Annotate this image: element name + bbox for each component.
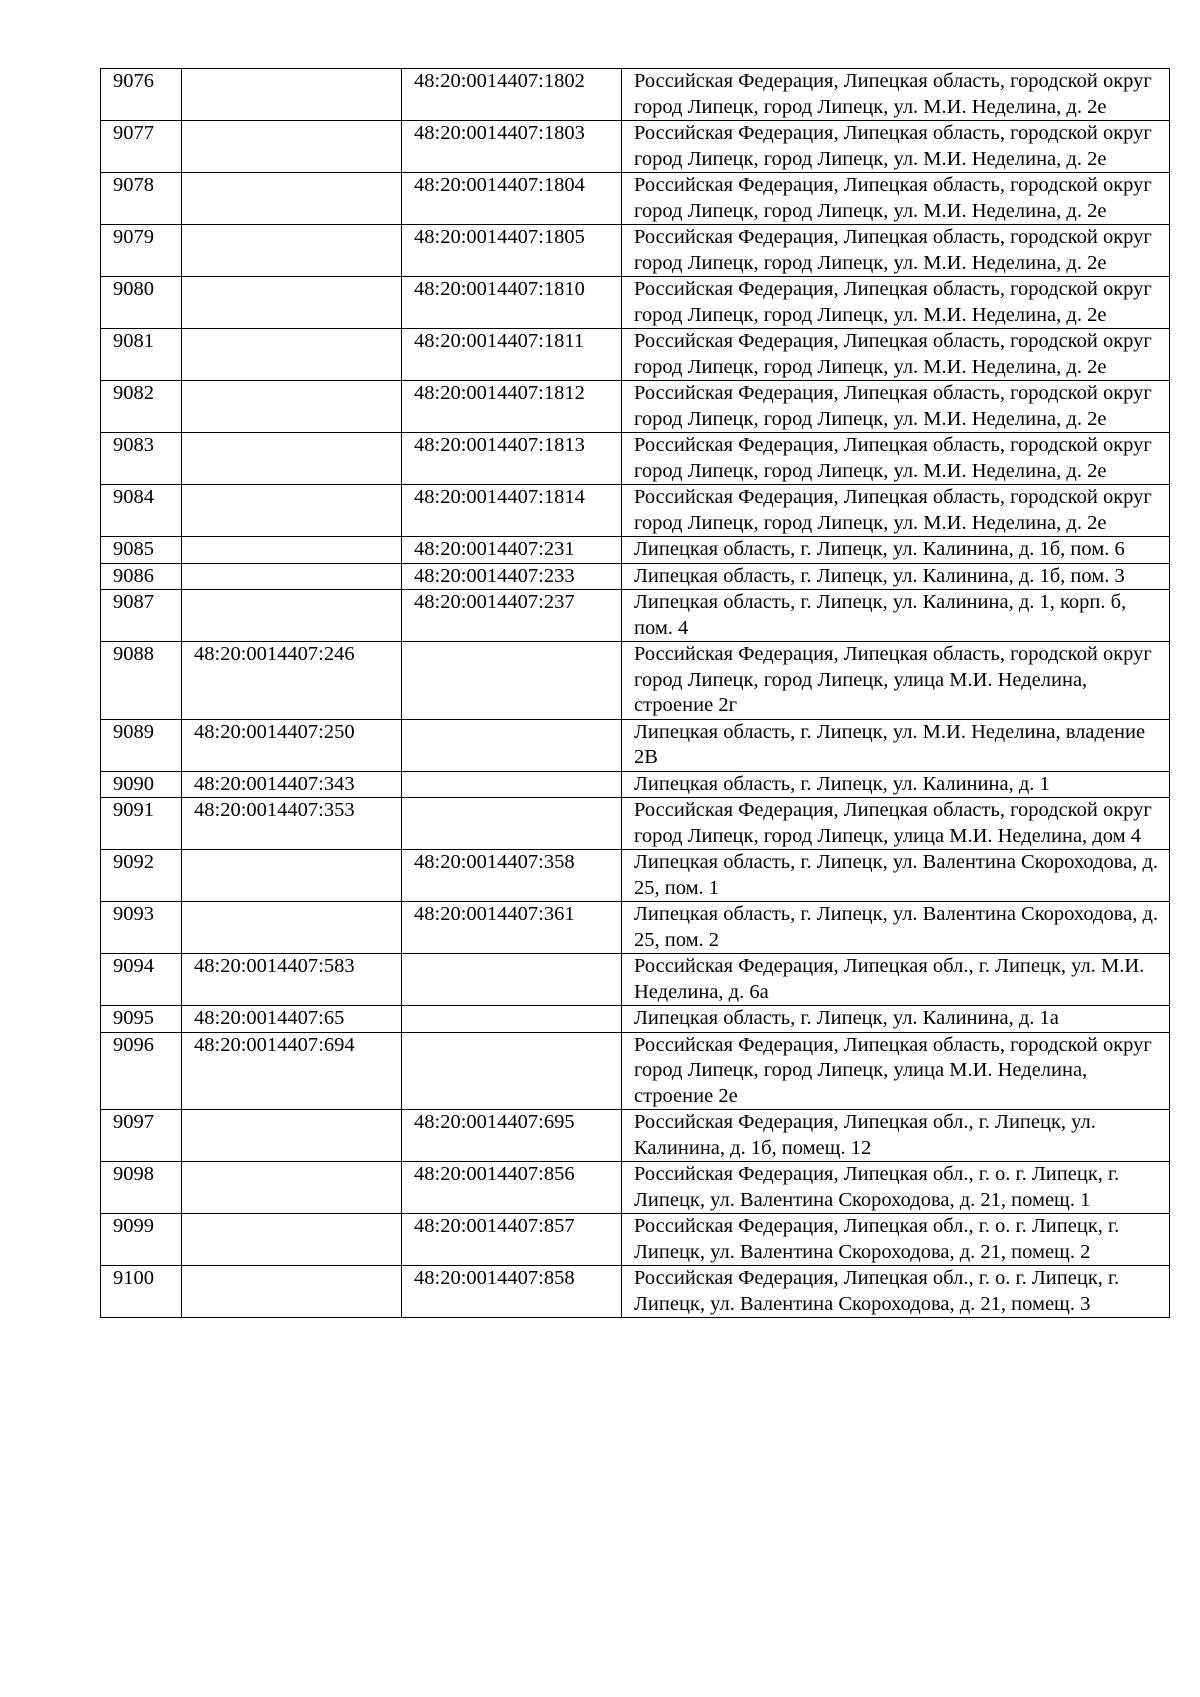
table-row	[101, 642, 1170, 720]
land-cadastral-number-cell	[182, 537, 402, 564]
table-row	[101, 121, 1170, 173]
object-cadastral-number-cell: 48:20:0014407:1802	[402, 69, 622, 121]
row-number-cell: 9095	[101, 1006, 182, 1033]
land-cadastral-number-cell	[182, 69, 402, 121]
address-cell: Российская Федерация, Липецкая область, городской округ город Липецк, город Липецк, ул. М.И. Неделина, д. 2е	[622, 277, 1170, 329]
table-row	[101, 1006, 1170, 1033]
object-cadastral-number-cell: 48:20:0014407:361	[402, 902, 622, 954]
address-cell: Липецкая область, г. Липецк, ул. Калинина, д. 1, корп. б, пом. 4	[622, 590, 1170, 642]
address-cell: Российская Федерация, Липецкая область, городской округ город Липецк, город Липецк, ул. М.И. Неделина, д. 2е	[622, 225, 1170, 277]
table-row	[101, 329, 1170, 381]
land-cadastral-number-cell	[182, 850, 402, 902]
object-cadastral-number-cell	[402, 771, 622, 798]
row-number-cell: 9096	[101, 1032, 182, 1110]
row-number-cell: 9087	[101, 590, 182, 642]
land-cadastral-number-cell	[182, 173, 402, 225]
land-cadastral-number-cell: 48:20:0014407:250	[182, 719, 402, 771]
land-cadastral-number-cell: 48:20:0014407:246	[182, 642, 402, 720]
row-number-cell: 9078	[101, 173, 182, 225]
address-cell: Российская Федерация, Липецкая область, городской округ город Липецк, город Липецк, ул. М.И. Неделина, д. 2е	[622, 381, 1170, 433]
object-cadastral-number-cell: 48:20:0014407:1812	[402, 381, 622, 433]
object-cadastral-number-cell	[402, 642, 622, 720]
object-cadastral-number-cell: 48:20:0014407:858	[402, 1266, 622, 1318]
row-number-cell: 9076	[101, 69, 182, 121]
land-cadastral-number-cell	[182, 381, 402, 433]
object-cadastral-number-cell: 48:20:0014407:1805	[402, 225, 622, 277]
land-cadastral-number-cell	[182, 433, 402, 485]
table-row	[101, 225, 1170, 277]
address-cell: Липецкая область, г. Липецк, ул. Калинина, д. 1	[622, 771, 1170, 798]
object-cadastral-number-cell: 48:20:0014407:1804	[402, 173, 622, 225]
row-number-cell: 9093	[101, 902, 182, 954]
table-row	[101, 590, 1170, 642]
table-row	[101, 1110, 1170, 1162]
land-cadastral-number-cell	[182, 121, 402, 173]
land-cadastral-number-cell: 48:20:0014407:343	[182, 771, 402, 798]
row-number-cell: 9094	[101, 954, 182, 1006]
table-row	[101, 433, 1170, 485]
address-cell: Российская Федерация, Липецкая обл., г. о. г. Липецк, г. Липецк, ул. Валентина Скороходова, д. 21, помещ. 2	[622, 1214, 1170, 1266]
address-cell: Липецкая область, г. Липецк, ул. Калинина, д. 1б, пом. 3	[622, 563, 1170, 590]
land-cadastral-number-cell	[182, 590, 402, 642]
table-row	[101, 771, 1170, 798]
row-number-cell: 9082	[101, 381, 182, 433]
table-row	[101, 1214, 1170, 1266]
row-number-cell: 9088	[101, 642, 182, 720]
object-cadastral-number-cell	[402, 798, 622, 850]
land-cadastral-number-cell	[182, 225, 402, 277]
land-cadastral-number-cell	[182, 1266, 402, 1318]
table-row	[101, 850, 1170, 902]
table-row	[101, 719, 1170, 771]
object-cadastral-number-cell	[402, 954, 622, 1006]
row-number-cell: 9089	[101, 719, 182, 771]
row-number-cell: 9092	[101, 850, 182, 902]
object-cadastral-number-cell: 48:20:0014407:1803	[402, 121, 622, 173]
table-row	[101, 902, 1170, 954]
object-cadastral-number-cell: 48:20:0014407:1810	[402, 277, 622, 329]
table-row	[101, 563, 1170, 590]
address-cell: Липецкая область, г. Липецк, ул. Валентина Скороходова, д. 25, пом. 1	[622, 850, 1170, 902]
object-cadastral-number-cell	[402, 1032, 622, 1110]
address-cell: Российская Федерация, Липецкая область, городской округ город Липецк, город Липецк, улица М.И. Неделина, дом 4	[622, 798, 1170, 850]
land-cadastral-number-cell	[182, 329, 402, 381]
object-cadastral-number-cell: 48:20:0014407:1811	[402, 329, 622, 381]
table-row	[101, 1266, 1170, 1318]
row-number-cell: 9083	[101, 433, 182, 485]
land-cadastral-number-cell	[182, 485, 402, 537]
row-number-cell: 9091	[101, 798, 182, 850]
land-cadastral-number-cell: 48:20:0014407:583	[182, 954, 402, 1006]
object-cadastral-number-cell: 48:20:0014407:695	[402, 1110, 622, 1162]
row-number-cell: 9077	[101, 121, 182, 173]
land-cadastral-number-cell	[182, 1110, 402, 1162]
land-cadastral-number-cell: 48:20:0014407:353	[182, 798, 402, 850]
land-cadastral-number-cell: 48:20:0014407:694	[182, 1032, 402, 1110]
table-row	[101, 954, 1170, 1006]
object-cadastral-number-cell: 48:20:0014407:358	[402, 850, 622, 902]
land-cadastral-number-cell: 48:20:0014407:65	[182, 1006, 402, 1033]
row-number-cell: 9081	[101, 329, 182, 381]
table-row	[101, 381, 1170, 433]
row-number-cell: 9090	[101, 771, 182, 798]
row-number-cell: 9080	[101, 277, 182, 329]
row-number-cell: 9097	[101, 1110, 182, 1162]
land-cadastral-number-cell	[182, 1162, 402, 1214]
registry-table	[100, 68, 1170, 1318]
object-cadastral-number-cell: 48:20:0014407:231	[402, 537, 622, 564]
row-number-cell: 9086	[101, 563, 182, 590]
address-cell: Российская Федерация, Липецкая обл., г. Липецк, ул. М.И. Неделина, д. 6а	[622, 954, 1170, 1006]
registry-table-body	[101, 69, 1170, 1318]
address-cell: Российская Федерация, Липецкая область, городской округ город Липецк, город Липецк, ул. М.И. Неделина, д. 2е	[622, 121, 1170, 173]
address-cell: Российская Федерация, Липецкая область, городской округ город Липецк, город Липецк, улица М.И. Неделина, строение 2г	[622, 642, 1170, 720]
address-cell: Российская Федерация, Липецкая область, городской округ город Липецк, город Липецк, ул. М.И. Неделина, д. 2е	[622, 485, 1170, 537]
object-cadastral-number-cell	[402, 1006, 622, 1033]
address-cell: Липецкая область, г. Липецк, ул. Калинина, д. 1б, пом. 6	[622, 537, 1170, 564]
object-cadastral-number-cell: 48:20:0014407:856	[402, 1162, 622, 1214]
table-row	[101, 1032, 1170, 1110]
row-number-cell: 9098	[101, 1162, 182, 1214]
row-number-cell: 9084	[101, 485, 182, 537]
table-row	[101, 798, 1170, 850]
address-cell: Российская Федерация, Липецкая обл., г. о. г. Липецк, г. Липецк, ул. Валентина Скороходова, д. 21, помещ. 1	[622, 1162, 1170, 1214]
land-cadastral-number-cell	[182, 902, 402, 954]
row-number-cell: 9100	[101, 1266, 182, 1318]
address-cell: Российская Федерация, Липецкая обл., г. Липецк, ул. Калинина, д. 1б, помещ. 12	[622, 1110, 1170, 1162]
address-cell: Липецкая область, г. Липецк, ул. М.И. Неделина, владение 2В	[622, 719, 1170, 771]
object-cadastral-number-cell: 48:20:0014407:857	[402, 1214, 622, 1266]
object-cadastral-number-cell: 48:20:0014407:1813	[402, 433, 622, 485]
land-cadastral-number-cell	[182, 277, 402, 329]
table-row	[101, 1162, 1170, 1214]
land-cadastral-number-cell	[182, 563, 402, 590]
table-row	[101, 173, 1170, 225]
row-number-cell: 9085	[101, 537, 182, 564]
row-number-cell: 9079	[101, 225, 182, 277]
address-cell: Российская Федерация, Липецкая область, городской округ город Липецк, город Липецк, ул. М.И. Неделина, д. 2е	[622, 433, 1170, 485]
address-cell: Российская Федерация, Липецкая область, городской округ город Липецк, город Липецк, улица М.И. Неделина, строение 2е	[622, 1032, 1170, 1110]
address-cell: Российская Федерация, Липецкая область, городской округ город Липецк, город Липецк, ул. М.И. Неделина, д. 2е	[622, 173, 1170, 225]
address-cell: Липецкая область, г. Липецк, ул. Валентина Скороходова, д. 25, пом. 2	[622, 902, 1170, 954]
row-number-cell: 9099	[101, 1214, 182, 1266]
object-cadastral-number-cell: 48:20:0014407:233	[402, 563, 622, 590]
object-cadastral-number-cell	[402, 719, 622, 771]
address-cell: Липецкая область, г. Липецк, ул. Калинина, д. 1а	[622, 1006, 1170, 1033]
table-row	[101, 69, 1170, 121]
object-cadastral-number-cell: 48:20:0014407:1814	[402, 485, 622, 537]
table-row	[101, 277, 1170, 329]
table-row	[101, 485, 1170, 537]
land-cadastral-number-cell	[182, 1214, 402, 1266]
object-cadastral-number-cell: 48:20:0014407:237	[402, 590, 622, 642]
address-cell: Российская Федерация, Липецкая область, городской округ город Липецк, город Липецк, ул. М.И. Неделина, д. 2е	[622, 69, 1170, 121]
table-row	[101, 537, 1170, 564]
address-cell: Российская Федерация, Липецкая обл., г. о. г. Липецк, г. Липецк, ул. Валентина Скороходова, д. 21, помещ. 3	[622, 1266, 1170, 1318]
address-cell: Российская Федерация, Липецкая область, городской округ город Липецк, город Липецк, ул. М.И. Неделина, д. 2е	[622, 329, 1170, 381]
